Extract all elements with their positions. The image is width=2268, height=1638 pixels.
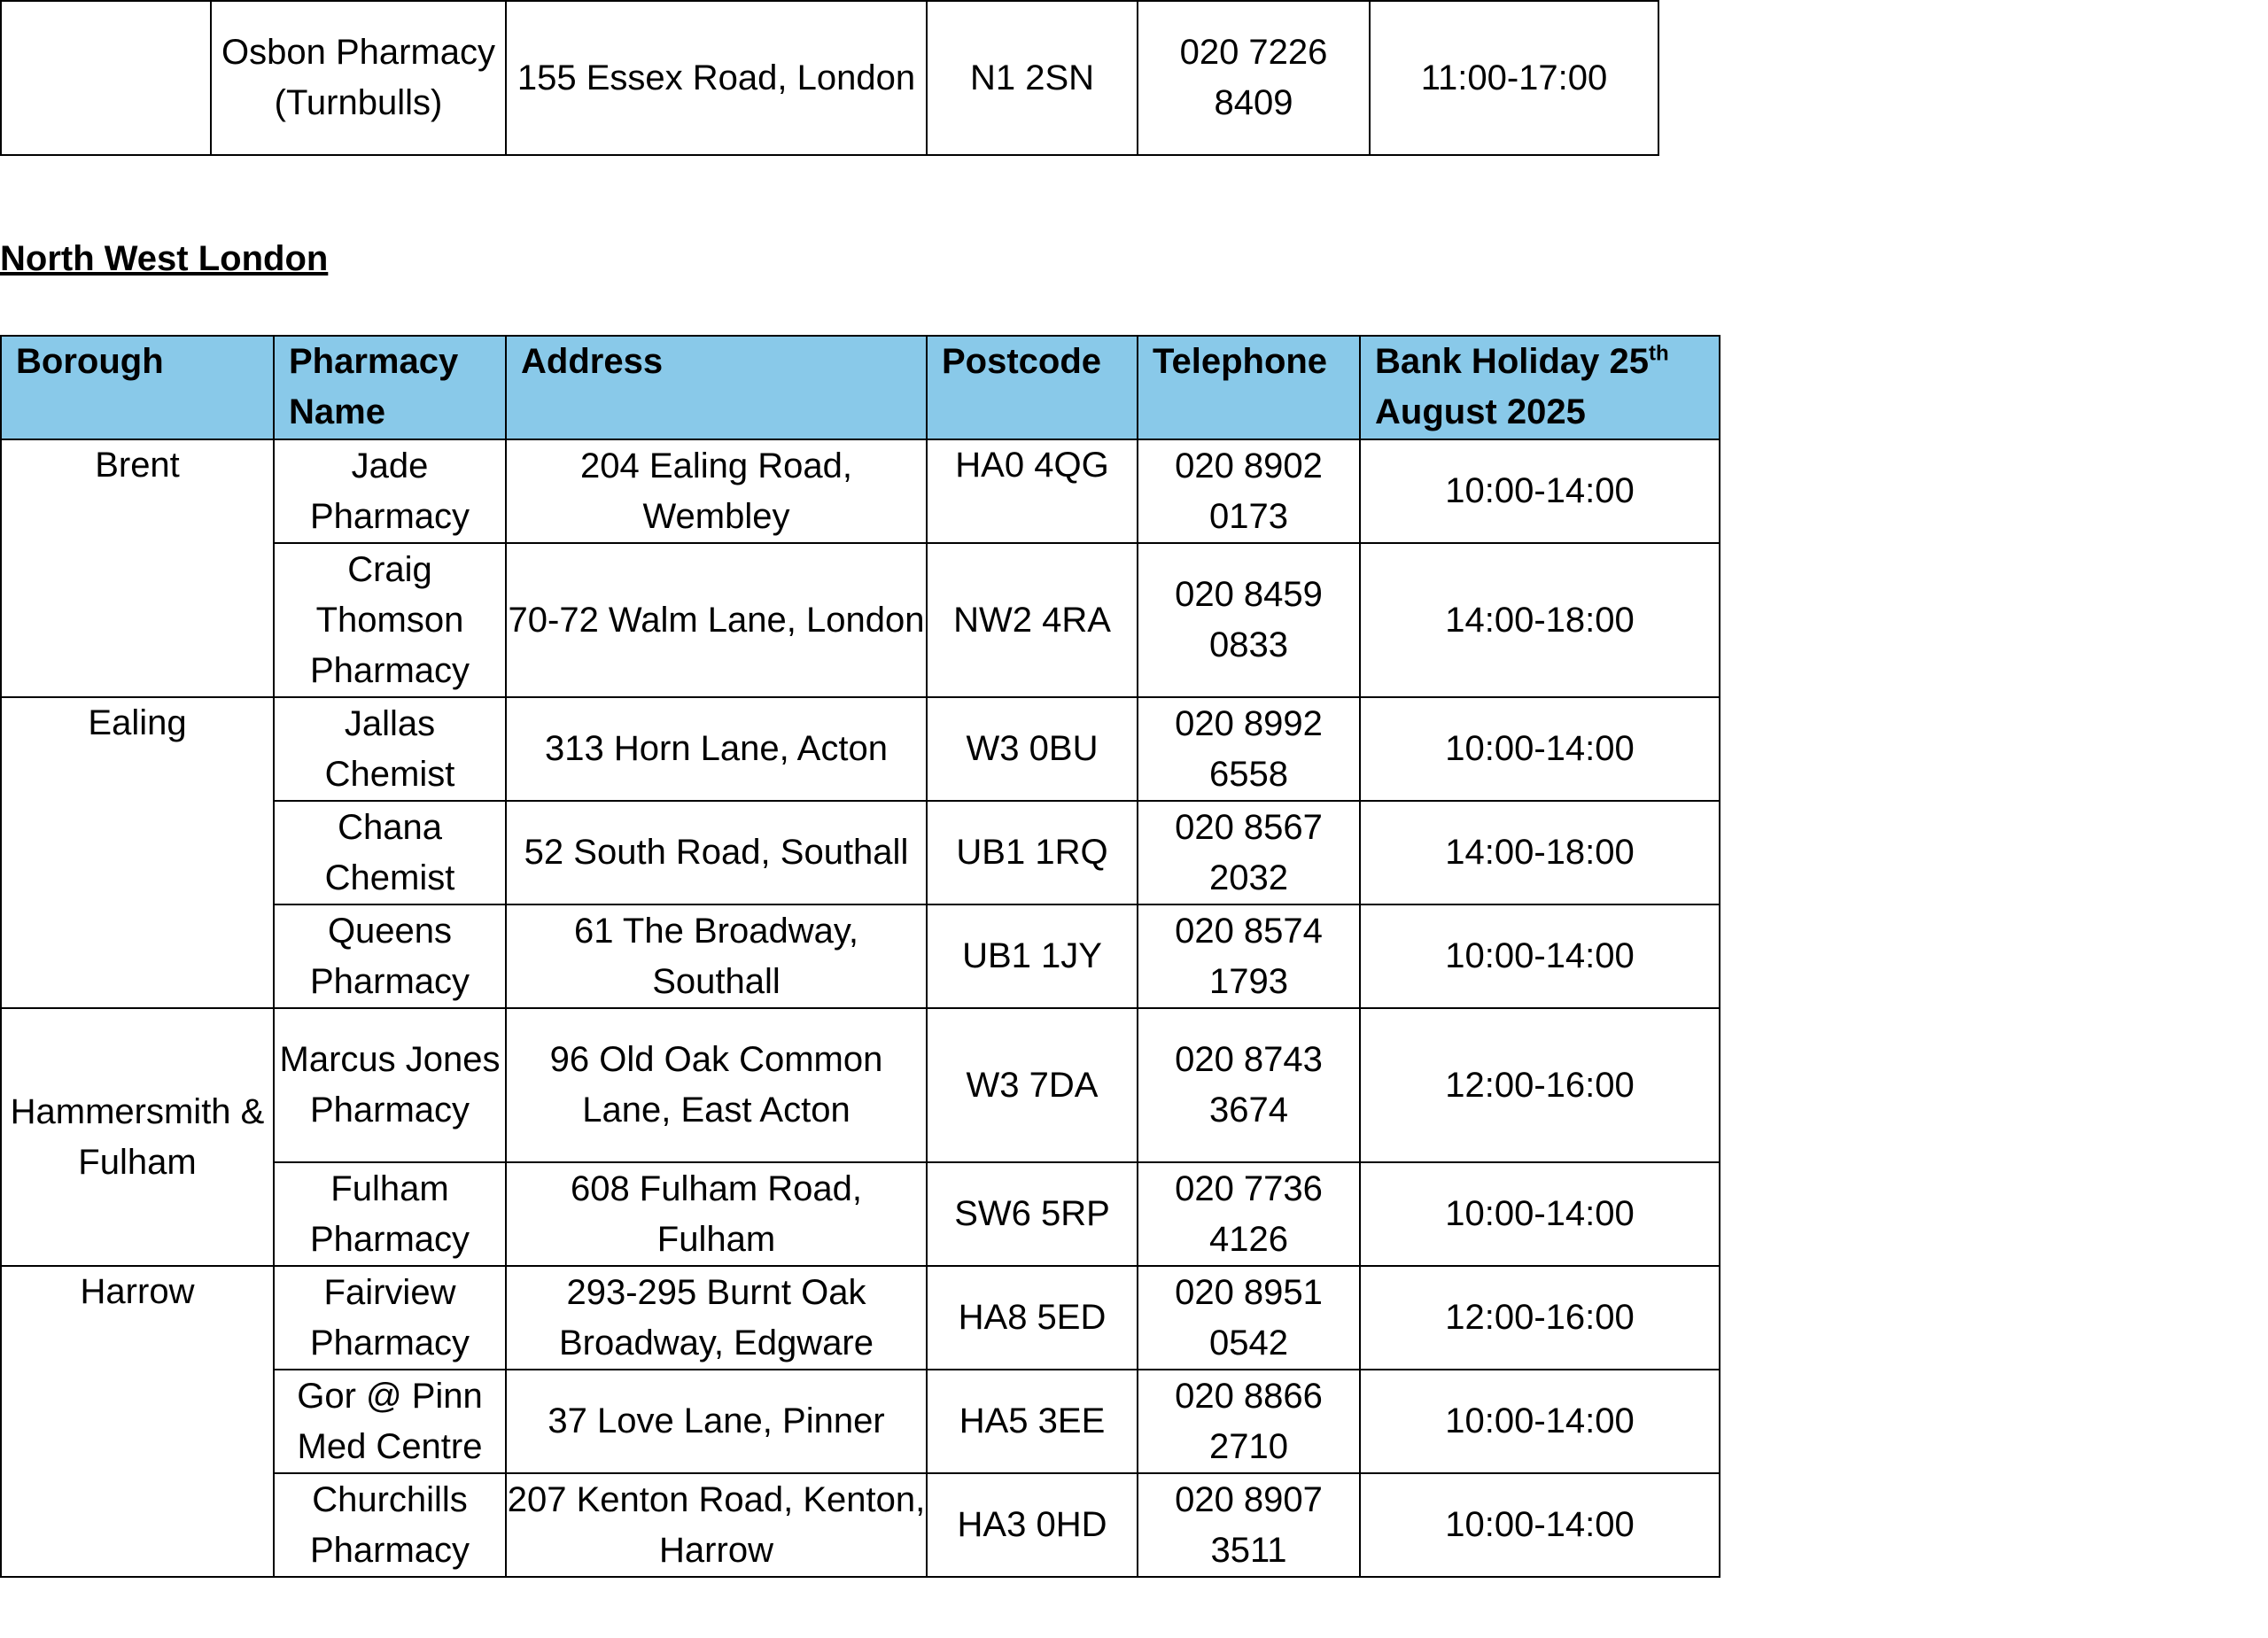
address-cell: 52 South Road, Southall bbox=[506, 801, 927, 904]
telephone-cell: 020 8567 2032 bbox=[1138, 801, 1360, 904]
telephone-cell: 020 8459 0833 bbox=[1138, 543, 1360, 697]
hours-cell: 12:00-16:00 bbox=[1360, 1266, 1720, 1370]
header-postcode: Postcode bbox=[927, 336, 1138, 439]
pharmacy-name-cell: Marcus Jones Pharmacy bbox=[274, 1008, 506, 1162]
pharmacy-name-cell: Jallas Chemist bbox=[274, 697, 506, 801]
postcode-cell: UB1 1RQ bbox=[927, 801, 1138, 904]
postcode-cell: NW2 4RA bbox=[927, 543, 1138, 697]
hours-cell: 10:00-14:00 bbox=[1360, 439, 1720, 543]
borough-cell bbox=[1, 1, 211, 155]
pharmacy-name-cell: Osbon Pharmacy (Turnbulls) bbox=[211, 1, 506, 155]
hours-cell: 12:00-16:00 bbox=[1360, 1008, 1720, 1162]
table-row bbox=[1, 1266, 1720, 1370]
hours-cell: 14:00-18:00 bbox=[1360, 543, 1720, 697]
postcode-cell: HA0 4QG bbox=[927, 439, 1138, 543]
hours-cell: 14:00-18:00 bbox=[1360, 801, 1720, 904]
header-bank-holiday-sup: th bbox=[1649, 341, 1669, 366]
address-cell: 608 Fulham Road, Fulham bbox=[506, 1162, 927, 1266]
header-bank-holiday-text: Bank Holiday 25 bbox=[1375, 342, 1650, 381]
postcode-cell: SW6 5RP bbox=[927, 1162, 1138, 1266]
header-telephone: Telephone bbox=[1138, 336, 1360, 439]
hours-cell: 10:00-14:00 bbox=[1360, 1370, 1720, 1473]
header-pharmacy-name: Pharmacy Name bbox=[274, 336, 506, 439]
telephone-cell: 020 8902 0173 bbox=[1138, 439, 1360, 543]
header-bank-holiday-text-end: August 2025 bbox=[1375, 392, 1586, 431]
pharmacy-name-cell: Jade Pharmacy bbox=[274, 439, 506, 543]
postcode-cell: HA5 3EE bbox=[927, 1370, 1138, 1473]
telephone-cell: 020 8907 3511 bbox=[1138, 1473, 1360, 1577]
borough-cell: Ealing bbox=[1, 697, 274, 1008]
borough-cell: Brent bbox=[1, 439, 274, 697]
address-cell: 37 Love Lane, Pinner bbox=[506, 1370, 927, 1473]
address-cell: 204 Ealing Road, Wembley bbox=[506, 439, 927, 543]
pharmacy-name-cell: Gor @ Pinn Med Centre bbox=[274, 1370, 506, 1473]
postcode-cell: N1 2SN bbox=[927, 1, 1138, 155]
telephone-cell: 020 7226 8409 bbox=[1138, 1, 1370, 155]
pharmacy-name-cell: Churchills Pharmacy bbox=[274, 1473, 506, 1577]
table-header-row bbox=[1, 336, 1720, 439]
hours-cell: 10:00-14:00 bbox=[1360, 904, 1720, 1008]
hours-cell: 10:00-14:00 bbox=[1360, 1162, 1720, 1266]
postcode-cell: W3 0BU bbox=[927, 697, 1138, 801]
telephone-cell: 020 7736 4126 bbox=[1138, 1162, 1360, 1266]
north-west-london-table bbox=[0, 335, 1720, 1578]
pharmacy-name-cell: Craig Thomson Pharmacy bbox=[274, 543, 506, 697]
pharmacy-name-cell: Chana Chemist bbox=[274, 801, 506, 904]
table-row bbox=[1, 439, 1720, 543]
hours-cell: 10:00-14:00 bbox=[1360, 1473, 1720, 1577]
address-cell: 61 The Broadway, Southall bbox=[506, 904, 927, 1008]
postcode-cell: HA8 5ED bbox=[927, 1266, 1138, 1370]
header-bank-holiday bbox=[1360, 336, 1720, 439]
borough-cell: Hammersmith & Fulham bbox=[1, 1008, 274, 1266]
section-heading: North West London bbox=[0, 239, 329, 278]
pharmacy-name-cell: Fairview Pharmacy bbox=[274, 1266, 506, 1370]
pharmacy-name-cell: Queens Pharmacy bbox=[274, 904, 506, 1008]
pharmacy-name-cell: Fulham Pharmacy bbox=[274, 1162, 506, 1266]
address-cell: 70-72 Walm Lane, London bbox=[506, 543, 927, 697]
borough-cell: Harrow bbox=[1, 1266, 274, 1577]
hours-cell: 10:00-14:00 bbox=[1360, 697, 1720, 801]
address-cell: 155 Essex Road, London bbox=[506, 1, 927, 155]
telephone-cell: 020 8574 1793 bbox=[1138, 904, 1360, 1008]
table-row bbox=[1, 1008, 1720, 1162]
hours-cell: 11:00-17:00 bbox=[1370, 1, 1658, 155]
telephone-cell: 020 8743 3674 bbox=[1138, 1008, 1360, 1162]
postcode-cell: UB1 1JY bbox=[927, 904, 1138, 1008]
postcode-cell: W3 7DA bbox=[927, 1008, 1138, 1162]
table-row bbox=[1, 1, 1658, 155]
address-cell: 313 Horn Lane, Acton bbox=[506, 697, 927, 801]
header-borough: Borough bbox=[1, 336, 274, 439]
address-cell: 293-295 Burnt Oak Broadway, Edgware bbox=[506, 1266, 927, 1370]
header-address: Address bbox=[506, 336, 927, 439]
continued-pharmacy-table bbox=[0, 0, 1659, 156]
address-cell: 96 Old Oak Common Lane, East Acton bbox=[506, 1008, 927, 1162]
telephone-cell: 020 8951 0542 bbox=[1138, 1266, 1360, 1370]
address-cell: 207 Kenton Road, Kenton, Harrow bbox=[506, 1473, 927, 1577]
table-row bbox=[1, 697, 1720, 801]
postcode-cell: HA3 0HD bbox=[927, 1473, 1138, 1577]
telephone-cell: 020 8992 6558 bbox=[1138, 697, 1360, 801]
telephone-cell: 020 8866 2710 bbox=[1138, 1370, 1360, 1473]
